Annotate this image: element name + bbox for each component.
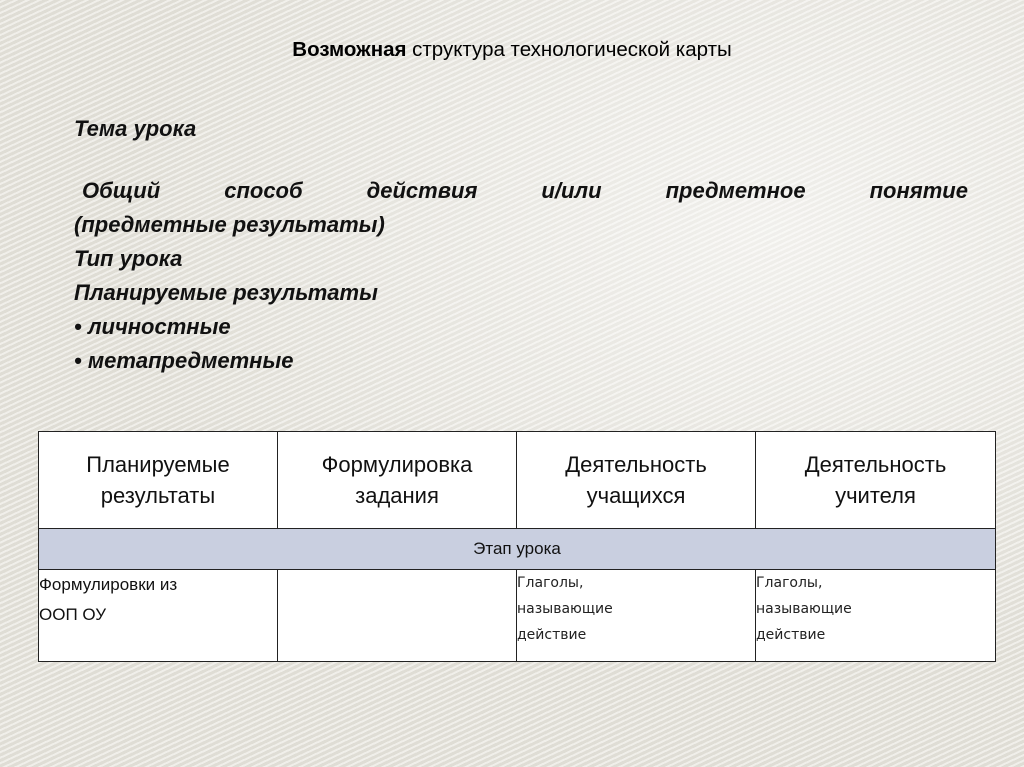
- table-header-row: [39, 432, 996, 529]
- cell-student-activity: Глаголы, называющие действие: [517, 570, 756, 662]
- header-teacher-activity: Деятельностьучителя: [756, 432, 996, 529]
- header-student-activity: Деятельностьучащихся: [517, 432, 756, 529]
- cell-task-wording: [278, 570, 517, 662]
- planned-results-line: Планируемые результаты: [74, 280, 378, 305]
- topic-line: Тема урока: [74, 116, 197, 141]
- bullet-metasubject: • метапредметные: [74, 348, 294, 373]
- header-planned-results: Планируемыерезультаты: [39, 432, 278, 529]
- stage-row: [39, 529, 996, 570]
- cell-teacher-activity: Глаголы, называющие действие: [756, 570, 996, 662]
- bullet-personal: • личностные: [74, 314, 231, 339]
- tech-map-table: [38, 431, 996, 662]
- method-word: предметное: [665, 178, 806, 203]
- title-rest: структура технологической карты: [406, 38, 732, 61]
- table-row: [39, 570, 996, 662]
- method-word: действия: [366, 178, 478, 203]
- lesson-structure-text: [74, 112, 968, 378]
- lesson-type-line: Тип урока: [74, 246, 183, 271]
- method-word: понятие: [869, 178, 968, 203]
- method-line: [74, 174, 968, 208]
- method-word: Общий: [82, 178, 161, 203]
- slide-title: [0, 38, 1024, 62]
- method-line-2: (предметные результаты): [74, 212, 385, 237]
- method-word: и/или: [541, 178, 602, 203]
- cell-planned-results: Формулировки из ООП ОУ: [39, 570, 278, 662]
- stage-label: Этап урока: [39, 529, 996, 570]
- method-word: способ: [224, 178, 303, 203]
- title-bold: Возможная: [292, 38, 407, 61]
- header-task-wording: Формулировказадания: [278, 432, 517, 529]
